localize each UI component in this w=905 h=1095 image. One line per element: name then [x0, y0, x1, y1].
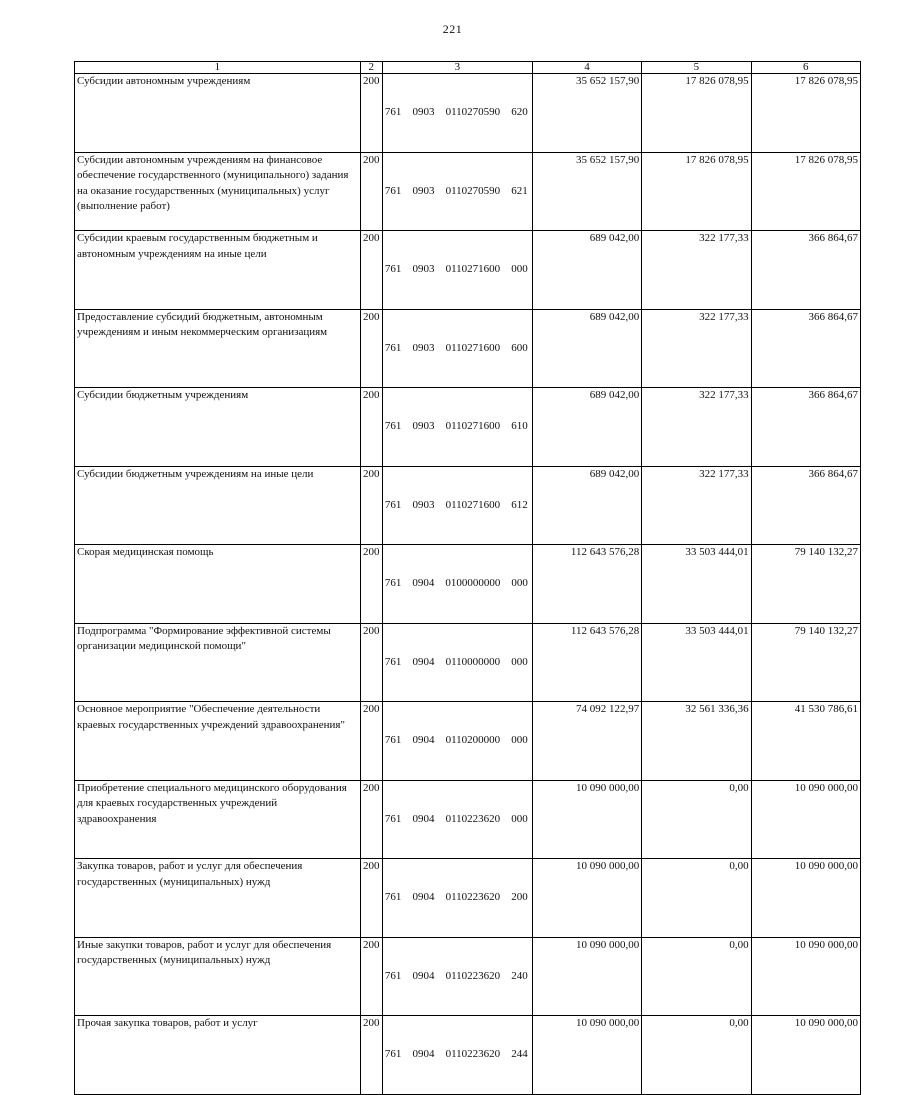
cell-text-v4: 10 090 000,00	[575, 860, 640, 872]
column-header: 1	[75, 62, 361, 74]
row-amount-6	[751, 466, 860, 545]
cell-text-code: 200	[363, 938, 380, 951]
row-rz-code: 0903	[412, 263, 435, 275]
row-name	[75, 937, 361, 1016]
table-row	[75, 466, 861, 545]
table-header-row	[75, 62, 861, 74]
row-vr-code: 000	[511, 812, 528, 825]
row-amount-5	[642, 1016, 751, 1095]
row-classification	[382, 1016, 532, 1095]
row-vr-code: 610	[511, 420, 528, 432]
table-row	[75, 545, 861, 624]
row-amount-6	[751, 152, 860, 231]
cell-text-name: Иные закупки товаров, работ и услуг для обеспечения государственных (муниципальных) нужд	[77, 938, 332, 966]
row-rz-code: 0904	[412, 734, 435, 746]
row-amount-5	[642, 623, 751, 702]
row-rz-code: 0903	[412, 106, 435, 118]
row-amount-5	[642, 152, 751, 231]
cell-text-v4: 10 090 000,00	[575, 1017, 640, 1029]
cell-text-v6: 79 140 132,27	[794, 546, 858, 558]
row-gr-code: 761	[384, 891, 402, 903]
cell-text-v5: 17 826 078,95	[685, 153, 749, 166]
cell-text-name: Закупка товаров, работ и услуг для обеспечения государственных (муниципальных) нужд	[77, 860, 303, 888]
cell-text-v5: 322 177,33	[699, 467, 749, 480]
cell-text-code: 200	[363, 232, 380, 244]
row-gr-code: 761	[384, 341, 402, 354]
cell-text-name: Предоставление субсидий бюджетным, автономным учреждениям и иным некоммерческим организациям	[77, 310, 328, 338]
cell-text-code: 200	[363, 389, 380, 401]
table-row	[75, 1016, 861, 1095]
cell-text-v5: 322 177,33	[699, 389, 749, 401]
cell-text-v5: 17 826 078,95	[685, 75, 749, 87]
row-code	[360, 152, 382, 231]
row-rz-code: 0903	[412, 420, 435, 432]
row-csr-code: 0110223620	[445, 1048, 501, 1060]
row-code	[360, 309, 382, 388]
row-csr-code: 0100000000	[445, 577, 501, 589]
row-code	[360, 466, 382, 545]
column-header: 6	[751, 62, 860, 74]
row-classification	[382, 937, 532, 1016]
row-name	[75, 623, 361, 702]
cell-text-v4: 112 643 576,28	[570, 624, 640, 637]
row-rz-code: 0903	[412, 341, 435, 354]
cell-text-v6: 366 864,67	[808, 389, 858, 401]
row-classification	[382, 780, 532, 859]
row-csr-code: 0110270590	[445, 184, 501, 197]
column-header: 4	[532, 62, 641, 74]
row-amount-6	[751, 231, 860, 310]
row-name	[75, 1016, 361, 1095]
row-name	[75, 74, 361, 153]
row-gr-code: 761	[384, 1048, 402, 1060]
row-code	[360, 231, 382, 310]
table-row	[75, 702, 861, 781]
page-number: 221	[442, 22, 463, 36]
row-name	[75, 545, 361, 624]
row-vr-code: 612	[511, 498, 528, 511]
cell-text-v6: 366 864,67	[808, 467, 858, 480]
cell-text-name: Субсидии бюджетным учреждениям	[77, 389, 249, 401]
row-amount-4	[532, 780, 641, 859]
row-amount-4	[532, 74, 641, 153]
row-code	[360, 623, 382, 702]
row-vr-code: 200	[511, 891, 528, 903]
row-code	[360, 702, 382, 781]
column-header: 2	[360, 62, 382, 74]
row-csr-code: 0110270590	[445, 106, 501, 118]
row-rz-code: 0904	[412, 969, 435, 982]
cell-text-v6: 10 090 000,00	[794, 938, 858, 951]
cell-text-name: Субсидии автономным учреждениям	[77, 75, 251, 87]
cell-text-v6: 17 826 078,95	[794, 75, 858, 87]
table-row	[75, 74, 861, 153]
cell-text-v4: 112 643 576,28	[570, 546, 640, 558]
row-gr-code: 761	[384, 655, 402, 668]
row-rz-code: 0903	[412, 184, 435, 197]
row-csr-code: 0110271600	[445, 420, 501, 432]
row-gr-code: 761	[384, 184, 402, 197]
cell-text-code: 200	[363, 860, 380, 872]
row-classification	[382, 466, 532, 545]
row-amount-6	[751, 780, 860, 859]
row-amount-4	[532, 466, 641, 545]
cell-text-name: Основное мероприятие "Обеспечение деятельности краевых государственных учреждений здравоохранения"	[77, 703, 345, 731]
row-amount-4	[532, 859, 641, 938]
cell-text-v4: 10 090 000,00	[575, 938, 640, 951]
cell-text-name: Субсидии бюджетным учреждениям на иные цели	[77, 467, 314, 480]
table-row	[75, 937, 861, 1016]
cell-text-code: 200	[363, 1017, 380, 1029]
cell-text-code: 200	[363, 153, 380, 166]
row-amount-5	[642, 545, 751, 624]
cell-text-v4: 35 652 157,90	[575, 153, 640, 166]
row-amount-6	[751, 859, 860, 938]
row-rz-code: 0903	[412, 498, 435, 511]
cell-text-v5: 32 561 336,36	[685, 703, 749, 715]
row-name	[75, 466, 361, 545]
cell-text-v5: 33 503 444,01	[685, 624, 749, 637]
row-csr-code: 0110223620	[445, 969, 501, 982]
cell-text-name: Субсидии автономным учреждениям на финансовое обеспечение государственного (муниципального) задания на оказание государственных (муниципальных) услуг (выполнение работ)	[77, 153, 349, 212]
cell-text-v5: 33 503 444,01	[685, 546, 749, 558]
cell-text-v4: 74 092 122,97	[575, 703, 640, 715]
row-code	[360, 937, 382, 1016]
row-gr-code: 761	[384, 812, 402, 825]
row-classification	[382, 74, 532, 153]
row-classification	[382, 388, 532, 467]
row-amount-4	[532, 231, 641, 310]
cell-text-code: 200	[363, 310, 380, 323]
row-amount-4	[532, 152, 641, 231]
cell-text-v5: 0,00	[729, 938, 749, 951]
row-amount-4	[532, 309, 641, 388]
cell-text-name: Приобретение специального медицинского оборудования для краевых государственных учреждений здравоохранения	[77, 781, 347, 825]
table-row	[75, 231, 861, 310]
row-amount-4	[532, 545, 641, 624]
row-amount-5	[642, 388, 751, 467]
row-amount-6	[751, 74, 860, 153]
row-amount-4	[532, 623, 641, 702]
row-classification	[382, 859, 532, 938]
row-vr-code: 000	[511, 655, 528, 668]
cell-text-v6: 10 090 000,00	[794, 860, 858, 872]
row-amount-6	[751, 545, 860, 624]
cell-text-code: 200	[363, 546, 380, 558]
cell-text-name: Скорая медицинская помощь	[77, 546, 214, 558]
table-row	[75, 309, 861, 388]
row-csr-code: 0110000000	[445, 655, 501, 668]
cell-text-v5: 0,00	[729, 781, 749, 794]
row-amount-5	[642, 937, 751, 1016]
row-classification	[382, 152, 532, 231]
row-amount-5	[642, 702, 751, 781]
row-classification	[382, 702, 532, 781]
row-vr-code: 244	[511, 1048, 528, 1060]
cell-text-code: 200	[363, 467, 380, 480]
row-code	[360, 1016, 382, 1095]
column-header: 5	[642, 62, 751, 74]
row-amount-5	[642, 859, 751, 938]
row-amount-6	[751, 1016, 860, 1095]
row-classification	[382, 309, 532, 388]
row-code	[360, 388, 382, 467]
cell-text-name: Субсидии краевым государственным бюджетным и автономным учреждениям на иные цели	[77, 232, 318, 260]
row-vr-code: 000	[511, 734, 528, 746]
row-vr-code: 240	[511, 969, 528, 982]
cell-text-v6: 366 864,67	[808, 310, 858, 323]
cell-text-v5: 322 177,33	[699, 232, 749, 244]
row-amount-5	[642, 74, 751, 153]
row-amount-5	[642, 780, 751, 859]
table-row	[75, 388, 861, 467]
row-amount-6	[751, 937, 860, 1016]
row-vr-code: 600	[511, 341, 528, 354]
row-amount-6	[751, 388, 860, 467]
row-rz-code: 0904	[412, 891, 435, 903]
row-name	[75, 231, 361, 310]
row-classification	[382, 545, 532, 624]
row-gr-code: 761	[384, 969, 402, 982]
cell-text-v5: 0,00	[729, 1017, 749, 1029]
row-name	[75, 702, 361, 781]
cell-text-v4: 10 090 000,00	[575, 781, 640, 794]
column-header: 3	[382, 62, 532, 74]
row-rz-code: 0904	[412, 1048, 435, 1060]
row-gr-code: 761	[384, 577, 402, 589]
cell-text-code: 200	[363, 75, 380, 87]
row-csr-code: 0110223620	[445, 812, 501, 825]
cell-text-v6: 79 140 132,27	[794, 624, 858, 637]
row-rz-code: 0904	[412, 577, 435, 589]
row-rz-code: 0904	[412, 655, 435, 668]
budget-table	[74, 61, 861, 1095]
cell-text-v4: 689 042,00	[589, 310, 640, 323]
row-csr-code: 0110271600	[445, 341, 501, 354]
row-csr-code: 0110223620	[445, 891, 501, 903]
cell-text-v6: 41 530 786,61	[794, 703, 858, 715]
row-vr-code: 620	[511, 106, 528, 118]
cell-text-v6: 366 864,67	[808, 232, 858, 244]
cell-text-v4: 689 042,00	[589, 467, 640, 480]
table-row	[75, 780, 861, 859]
row-amount-6	[751, 623, 860, 702]
row-csr-code: 0110271600	[445, 263, 501, 275]
row-gr-code: 761	[384, 498, 402, 511]
row-classification	[382, 623, 532, 702]
row-gr-code: 761	[384, 263, 402, 275]
row-classification	[382, 231, 532, 310]
row-amount-4	[532, 937, 641, 1016]
row-vr-code: 621	[511, 184, 528, 197]
row-vr-code: 000	[511, 263, 528, 275]
table-row	[75, 623, 861, 702]
row-amount-5	[642, 466, 751, 545]
row-amount-6	[751, 309, 860, 388]
cell-text-v6: 10 090 000,00	[794, 781, 858, 794]
row-csr-code: 0110200000	[445, 734, 501, 746]
row-gr-code: 761	[384, 106, 402, 118]
row-csr-code: 0110271600	[445, 498, 501, 511]
row-name	[75, 309, 361, 388]
cell-text-v5: 322 177,33	[699, 310, 749, 323]
row-amount-4	[532, 702, 641, 781]
row-amount-5	[642, 309, 751, 388]
row-amount-4	[532, 388, 641, 467]
cell-text-name: Прочая закупка товаров, работ и услуг	[77, 1017, 258, 1029]
cell-text-v6: 17 826 078,95	[794, 153, 858, 166]
cell-text-name: Подпрограмма "Формирование эффективной системы организации медицинской помощи"	[77, 624, 331, 652]
row-name	[75, 859, 361, 938]
row-rz-code: 0904	[412, 812, 435, 825]
row-code	[360, 859, 382, 938]
row-gr-code: 761	[384, 734, 402, 746]
cell-text-v5: 0,00	[729, 860, 749, 872]
row-gr-code: 761	[384, 420, 402, 432]
row-amount-5	[642, 231, 751, 310]
cell-text-v4: 35 652 157,90	[575, 75, 640, 87]
row-vr-code: 000	[511, 577, 528, 589]
table-row	[75, 152, 861, 231]
cell-text-code: 200	[363, 624, 380, 637]
cell-text-v4: 689 042,00	[589, 232, 640, 244]
row-amount-6	[751, 702, 860, 781]
row-name	[75, 152, 361, 231]
cell-text-code: 200	[363, 703, 380, 715]
row-code	[360, 780, 382, 859]
row-name	[75, 388, 361, 467]
row-amount-4	[532, 1016, 641, 1095]
row-code	[360, 545, 382, 624]
row-code	[360, 74, 382, 153]
row-name	[75, 780, 361, 859]
table-row	[75, 859, 861, 938]
cell-text-code: 200	[363, 781, 380, 794]
cell-text-v6: 10 090 000,00	[794, 1017, 858, 1029]
cell-text-v4: 689 042,00	[589, 389, 640, 401]
